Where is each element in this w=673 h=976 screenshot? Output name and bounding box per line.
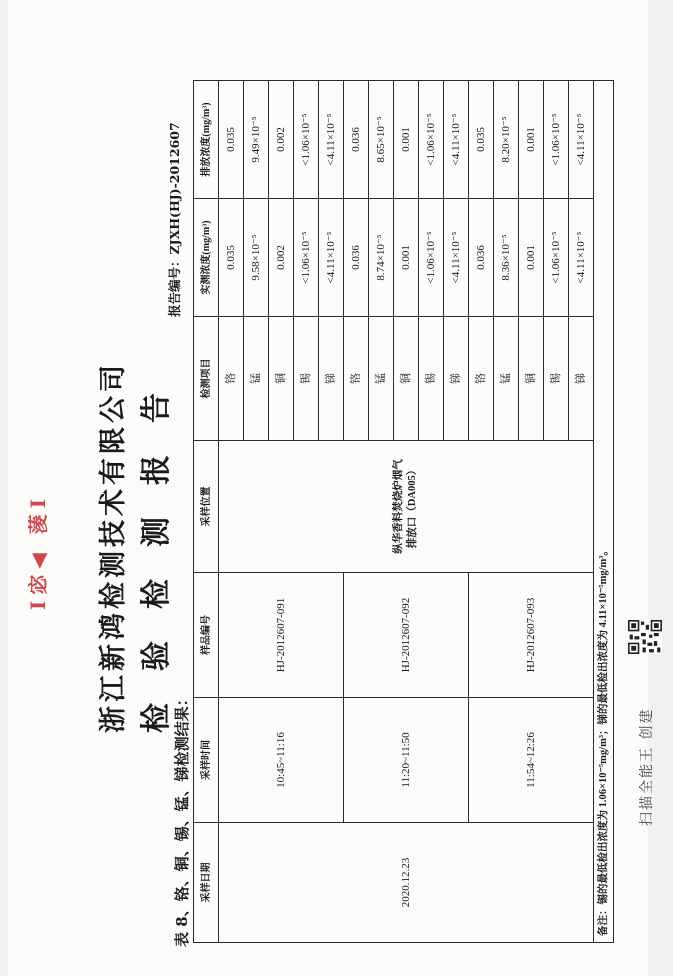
report-content (65, 37, 609, 957)
measured-cell: <1.06×10⁻⁵ (294, 199, 319, 317)
red-seal-stamp (20, 470, 56, 610)
measured-cell: <1.06×10⁻⁵ (419, 199, 444, 317)
table-note-row (594, 81, 614, 943)
sample-id-cell: HJ-2012607-091 (219, 573, 344, 698)
emission-cell: 0.036 (344, 81, 369, 199)
measured-cell: <4.11×10⁻⁵ (444, 199, 469, 317)
item-cell: 铜 (394, 317, 419, 441)
column-header: 检测项目 (194, 317, 219, 441)
emission-cell: 8.65×10⁻⁵ (369, 81, 394, 199)
emission-cell: 0.001 (519, 81, 544, 199)
column-header: 排放浓度(mg/m³) (194, 81, 219, 199)
qr-code-icon (628, 620, 662, 654)
item-cell: 锑 (444, 317, 469, 441)
item-cell: 铜 (519, 317, 544, 441)
seal-text: Ⅰ宓◀ 蔆Ⅰ (26, 492, 50, 610)
measured-cell: 0.001 (519, 199, 544, 317)
emission-cell: 9.49×10⁻⁵ (244, 81, 269, 199)
report-number: 报告编号：ZJXH(HJ)-2012607 (167, 122, 182, 317)
emission-cell: 0.001 (394, 81, 419, 199)
location-line-1: 纵华香料焚烧炉烟气 (393, 459, 405, 554)
item-cell: 锑 (569, 317, 594, 441)
item-cell: 铜 (269, 317, 294, 441)
measured-cell: 0.035 (219, 199, 244, 317)
column-header: 采样位置 (194, 441, 219, 573)
sample-id-cell: HJ-2012607-093 (469, 573, 594, 698)
company-name: 浙江新鸿检测技术有限公司 (98, 361, 129, 733)
item-cell: 锡 (544, 317, 569, 441)
measured-cell: 0.036 (469, 199, 494, 317)
document-page (8, 0, 648, 976)
emission-cell: <1.06×10⁻⁵ (544, 81, 569, 199)
table-row (219, 81, 244, 943)
measured-cell: 9.58×10⁻⁵ (244, 199, 269, 317)
sampling-location-cell (219, 441, 594, 573)
column-header: 采样时间 (194, 698, 219, 823)
column-header: 样品编号 (194, 573, 219, 698)
sampling-time-cell: 11:20~11:50 (344, 698, 469, 823)
emission-cell: <1.06×10⁻⁵ (419, 81, 444, 199)
emission-cell: 0.035 (219, 81, 244, 199)
measured-cell: <1.06×10⁻⁵ (544, 199, 569, 317)
measured-cell: 8.74×10⁻⁵ (369, 199, 394, 317)
item-cell: 锡 (419, 317, 444, 441)
column-header: 实测浓度(mg/m³) (194, 199, 219, 317)
emission-cell: 8.20×10⁻⁵ (494, 81, 519, 199)
table-note: 备注：锡的最低检出浓度为 1.06×10⁻⁵mg/m³；锑的最低检出浓度为 4.11×10⁻⁵mg/m³。 (594, 81, 614, 943)
emission-cell: <1.06×10⁻⁵ (294, 81, 319, 199)
scanner-watermark (626, 620, 670, 920)
emission-cell: 0.002 (269, 81, 294, 199)
sampling-time-cell: 11:54~12:26 (469, 698, 594, 823)
emission-cell: <4.11×10⁻⁵ (569, 81, 594, 199)
column-header: 采样日期 (194, 823, 219, 943)
emission-cell: <4.11×10⁻⁵ (444, 81, 469, 199)
section-title: 表 8、铬、铜、锡、锰、锑检测结果： (173, 691, 191, 947)
report-title: 检验检测报告 (139, 361, 174, 733)
measured-cell: 0.001 (394, 199, 419, 317)
item-cell: 锰 (244, 317, 269, 441)
scanner-label: 扫描全能王 创建 (639, 707, 655, 826)
item-cell: 铬 (469, 317, 494, 441)
emission-cell: 0.035 (469, 81, 494, 199)
sample-id-cell: HJ-2012607-092 (344, 573, 469, 698)
results-table (193, 80, 614, 943)
item-cell: 锡 (294, 317, 319, 441)
measured-cell: 0.036 (344, 199, 369, 317)
table-header-row (194, 81, 219, 943)
sampling-date-cell: 2020.12.23 (219, 823, 594, 943)
measured-cell: 0.002 (269, 199, 294, 317)
item-cell: 锰 (494, 317, 519, 441)
location-line-2: 排放口（DA005） (407, 464, 418, 549)
emission-cell: <4.11×10⁻⁵ (319, 81, 344, 199)
item-cell: 铬 (344, 317, 369, 441)
measured-cell: <4.11×10⁻⁵ (569, 199, 594, 317)
item-cell: 锑 (319, 317, 344, 441)
measured-cell: <4.11×10⁻⁵ (319, 199, 344, 317)
measured-cell: 8.36×10⁻⁵ (494, 199, 519, 317)
item-cell: 锰 (369, 317, 394, 441)
sampling-time-cell: 10:45~11:16 (219, 698, 344, 823)
item-cell: 铬 (219, 317, 244, 441)
